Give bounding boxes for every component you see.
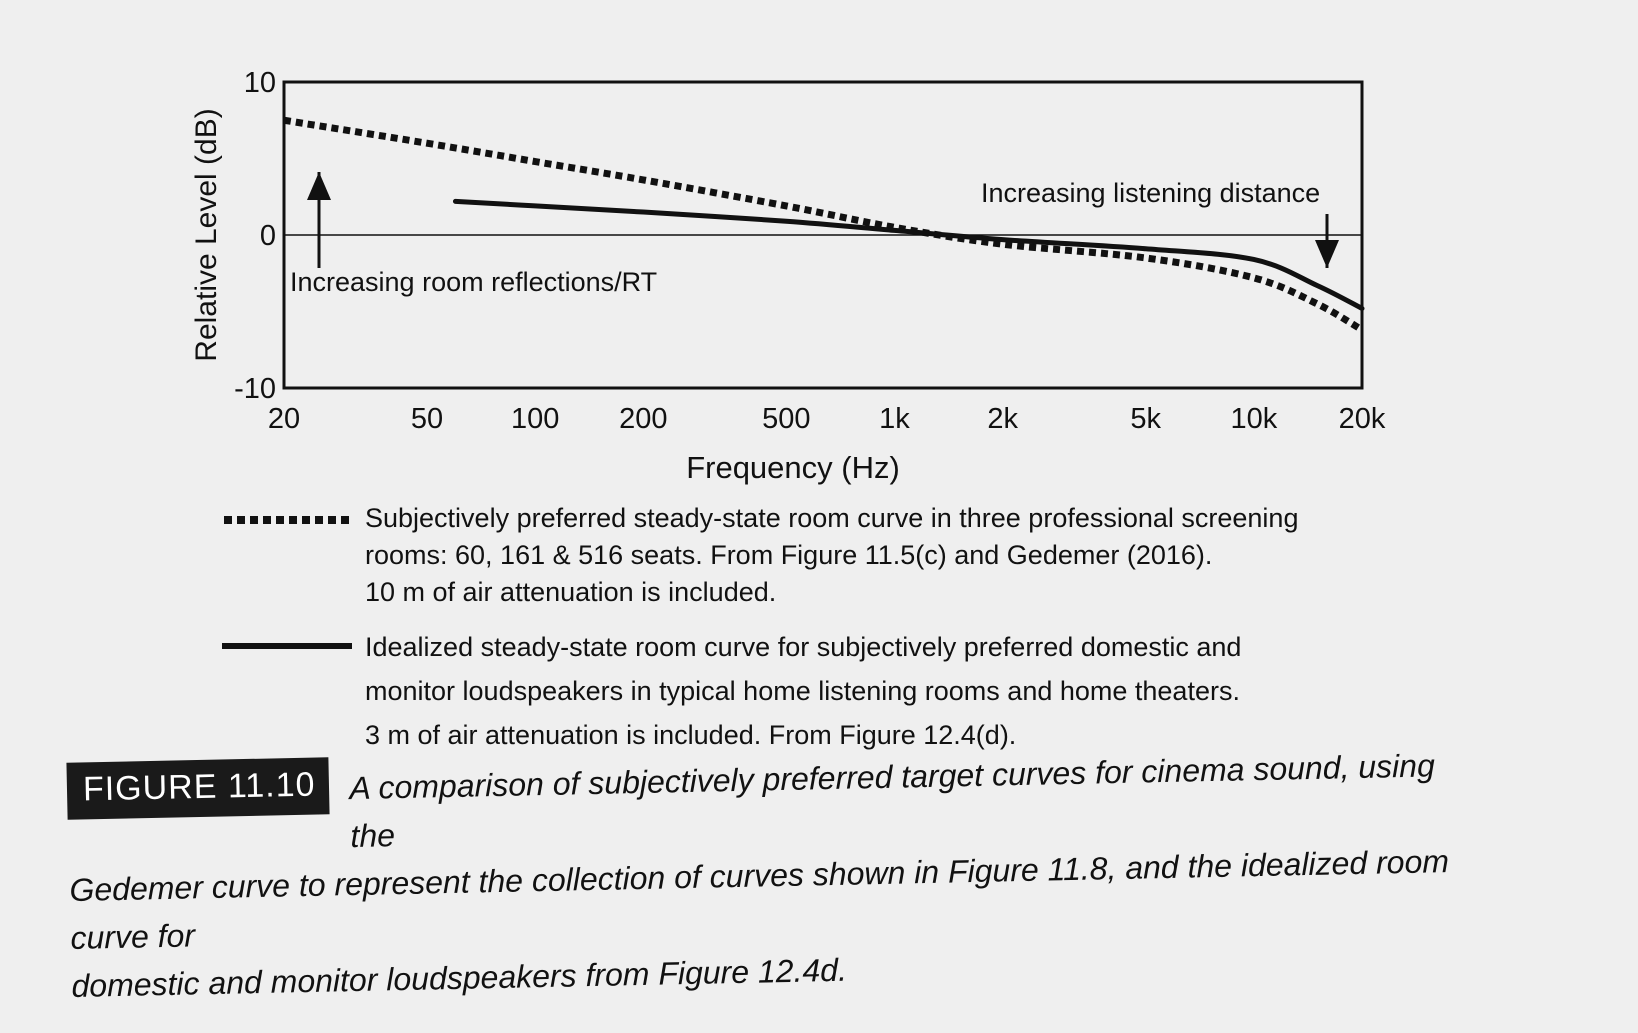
x-tick-label: 500 <box>762 403 811 435</box>
chart-series <box>284 120 1362 330</box>
legend-swatches <box>222 520 352 646</box>
x-tick-label: 50 <box>410 403 444 435</box>
y-tick-label: 10 <box>243 67 276 99</box>
legend-line: monitor loudspeakers in typical home listening rooms and home theaters. <box>365 676 1240 706</box>
y-axis-title: Relative Level (dB) <box>190 108 223 362</box>
arrow-head <box>307 172 331 200</box>
caption-line: Gedemer curve to represent the collection of curves shown in Figure 11.8, and the idealized room curve for <box>69 843 1450 956</box>
x-tick-label: 20k <box>1338 403 1386 435</box>
x-tick-label: 200 <box>619 403 668 435</box>
caption-line: A comparison of subjectively preferred target curves for cinema sound, using the <box>349 747 1436 855</box>
x-tick-label: 20 <box>267 403 301 435</box>
caption-line: domestic and monitor loudspeakers from Figure 12.4d. <box>71 951 848 1004</box>
x-axis-title: Frequency (Hz) <box>686 450 900 485</box>
x-tick-label: 2k <box>987 403 1018 435</box>
y-tick-label: -10 <box>234 373 276 405</box>
x-tick-label: 1k <box>879 403 910 435</box>
legend-text-solid <box>365 625 1365 757</box>
annotation-listening-distance: Increasing listening distance <box>981 178 1321 208</box>
legend-line: rooms: 60, 161 & 516 seats. From Figure 11.5(c) and Gedemer (2016). <box>365 540 1213 570</box>
arrow-head <box>1315 240 1339 268</box>
x-tick-label: 100 <box>510 403 560 435</box>
legend-line: 10 m of air attenuation is included. <box>365 577 777 607</box>
legend-line: Subjectively preferred steady-state room curve in three professional screening <box>365 503 1299 533</box>
x-tick-label: 5k <box>1130 403 1161 435</box>
arrow-up-icon <box>307 172 331 268</box>
arrow-down-icon <box>1315 214 1339 268</box>
y-tick-label: 0 <box>259 220 276 252</box>
legend-line: 3 m of air attenuation is included. From Figure 12.4(d). <box>365 720 1017 750</box>
figure-label: FIGURE 11.10 <box>66 757 330 819</box>
legend-line: Idealized steady-state room curve for subjectively preferred domestic and <box>365 632 1242 662</box>
legend-text-dotted <box>365 500 1365 611</box>
x-tick-label: 10k <box>1230 403 1278 435</box>
annotation-room-reflections: Increasing room reflections/RT <box>290 267 658 297</box>
